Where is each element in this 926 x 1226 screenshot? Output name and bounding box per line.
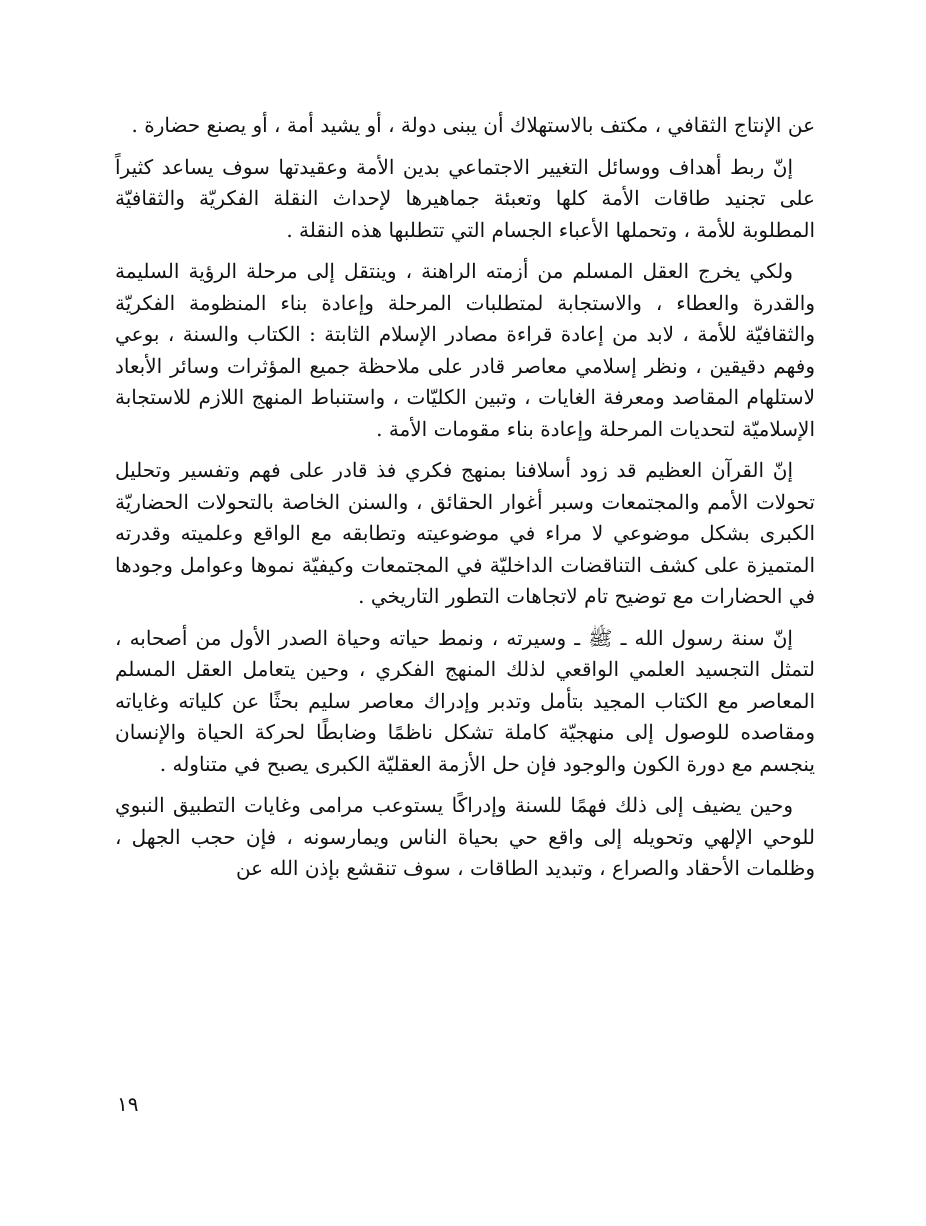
paragraph-5: إنّ سنة رسول الله ـ ﷺ ـ وسيرته ، ونمط حياته وحياة الصدر الأول من أصحابه ، لتمثل التجسيد العلمي الواقعي لذلك المنهج الفكري ، وحين يتعامل العقل المسلم المعاصر مع الكتاب المجيد بتأمل وتدبر وإدراك معاصر سليم بحثًا عن كلياته وغاياته ومقاصده للوصول إلى منهجيّة كاملة تشكل ناظمًا وضابطًا لحركة الحياة والإنسان ينجسم مع دورة الكون والوجود فإن حل الأزمة العقليّة الكبرى يصبح في متناوله . [115,625,815,776]
paragraph-3: ولكي يخرج العقل المسلم من أزمته الراهنة ، وينتقل إلى مرحلة الرؤية السليمة والقدرة والعطاء ، والاستجابة لمتطلبات المرحلة وإعادة بناء المنظومة الفكريّة والثقافيّة للأمة ، لابد من إعادة قراءة مصادر الإسلام الثابتة : الكتاب والسنة ، بوعي وفهم دقيقين ، ونظر إسلامي معاصر قادر على ملاحظة جميع المؤثرات وسائر الأبعاد لاستلهام المقاصد ومعرفة الغايات ، وتبين الكليّات ، واستنباط المنهج اللازم للاستجابة الإسلاميّة لتحديات المرحلة وإعادة بناء مقومات الأمة . [115,259,815,441]
paragraph-4: إنّ القرآن العظيم قد زود أسلافنا بمنهج فكري فذ قادر على فهم وتفسير وتحليل تحولات الأمم والمجتمعات وسبر أغوار الحقائق ، والسنن الخاصة بالتحولات الحضاريّة الكبرى بشكل موضوعي لا مراء في موضوعيته وتطابقه مع الواقع وعلميته وقدرته المتميزة على كشف التناقضات الداخليّة في المجتمعات وكيفيّة نموها وعوامل وجودها في الحضارات مع توضيح تام لاتجاهات التطور التاريخي . [115,458,815,608]
body-text [115,110,815,895]
paragraph-2: إنّ ربط أهداف ووسائل التغيير الاجتماعي بدين الأمة وعقيدتها سوف يساعد كثيراً على تجنيد طاقات الأمة كلها وتعبئة جماهيرها لإحداث النقلة الفكريّة والثقافيّة المطلوبة للأمة ، وتحملها الأعباء الجسام التي تتطلبها هذه النقلة . [115,154,815,242]
paragraph-1: عن الإنتاج الثقافي ، مكتف بالاستهلاك أن يبنى دولة ، أو يشيد أمة ، أو يصنع حضارة . [131,113,815,137]
page-number: ١٩ [117,1092,139,1116]
paragraph-6: وحين يضيف إلى ذلك فهمًا للسنة وإدراكًا يستوعب مرامى وغايات التطبيق النبوي للوحي الإلهي وتحويله إلى واقع حي بحياة الناس ويمارسونه ، فإن حجب الجهل ، وظلمات الأحقاد والصراع ، وتبديد الطاقات ، سوف تنقشع بإذن الله عن [115,793,815,880]
